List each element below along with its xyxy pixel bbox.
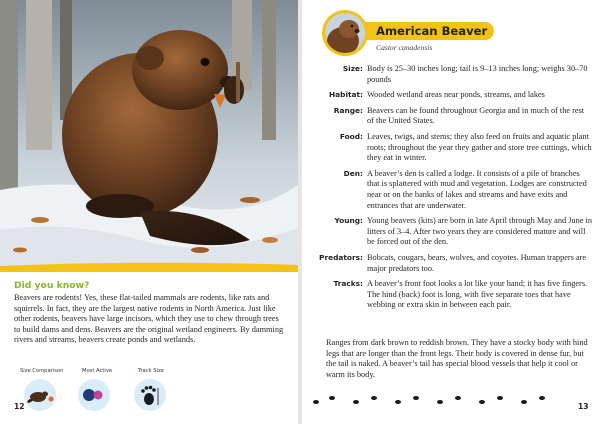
fact-label: Habitat: [328,90,363,100]
page-title: American Beaver [376,24,488,38]
left-page [0,0,298,424]
paw-print-icon [134,379,166,411]
page-number-left: 12 [14,402,25,411]
did-you-know-text: Beavers are rodents! Yes, these flat-tailed mammals are rodents, like rats and squirrels. In fact, they are the largest native rodents in North America. Just like other rodents, beavers have large incisors, which they use to chew through trees to build dams and dens. Beavers are the original wetland engineers. By damming rivers and streams, beavers create ponds and wetlands. [14,293,284,345]
moon-sun-icon [78,379,110,411]
scientific-name: Castor canadensis [376,43,433,52]
right-page [302,0,600,424]
fact-label: Tracks: [333,279,363,289]
footprint-trail [302,390,600,410]
fact-label: Den: [343,168,363,178]
most-active-label: Most Active [82,368,113,374]
description-paragraph: Ranges from dark brown to reddish brown. They have a stocky body with hind legs that are longer than the front legs. Their body is covered in dense fur, but the tail is naked. A beaver’s tail has special blood vessels that help it cool or warm its body. [326,338,588,379]
did-you-know-title: Did you know? [14,280,90,291]
fact-row [312,279,592,311]
yellow-swoosh-divider [0,262,298,272]
fact-row [312,253,592,274]
fact-row [312,169,592,211]
fact-text: A beaver’s den is called a lodge. It consists of a pile of branches that is splattered with mud and vegetation. Lodges are constructed near or on the banks of lakes and streams and have exits and entrances that are underwater. [367,168,587,210]
beaver-portrait [322,10,368,56]
fact-row [312,106,592,127]
fact-text: Young beavers (kits) are born in late April through May and June in litters of 3–4. After two years they are considered mature and will be forced out of the den. [367,216,592,247]
info-icons-row [20,368,170,418]
fact-text: Body is 25–30 inches long; tail is 9–13 inches long; weighs 30–70 pounds [367,64,588,84]
fact-label: Predators: [319,252,363,262]
fact-text: Bobcats, cougars, bears, wolves, and coyotes. Human trappers are major predators too. [367,252,587,273]
did-you-know-box [14,280,286,346]
page-number-right: 13 [578,402,589,411]
fact-row [312,132,592,164]
fact-label: Young: [334,216,363,226]
fact-label: Food: [339,131,363,141]
fact-label: Size: [342,64,363,73]
fact-row [312,216,592,248]
size-comparison-label: Size Comparison [20,368,64,374]
fact-text: Beavers can be found throughout Georgia and in much of the rest of the United States. [367,105,585,126]
fact-text: A beaver’s front foot looks a lot like your hand; it has five fingers. The hind (back) foot is long, with five separate toes that have webbing or extra skin in between each pair. [367,279,588,310]
track-size-label: Track Size [138,368,164,374]
fact-list [312,64,592,316]
fact-row [312,90,592,101]
beaver-size-icon [24,379,56,411]
fact-text: Wooded wetland areas near ponds, streams, and lakes [367,90,545,100]
beaver-photo [0,0,298,268]
fact-text: Leaves, twigs, and stems; they also feed on fruits and aquatic plant roots; throughout the year they gather and store tree cuttings, which they eat in winter. [367,131,592,163]
fact-row [312,64,592,85]
fact-label: Range: [333,105,363,115]
